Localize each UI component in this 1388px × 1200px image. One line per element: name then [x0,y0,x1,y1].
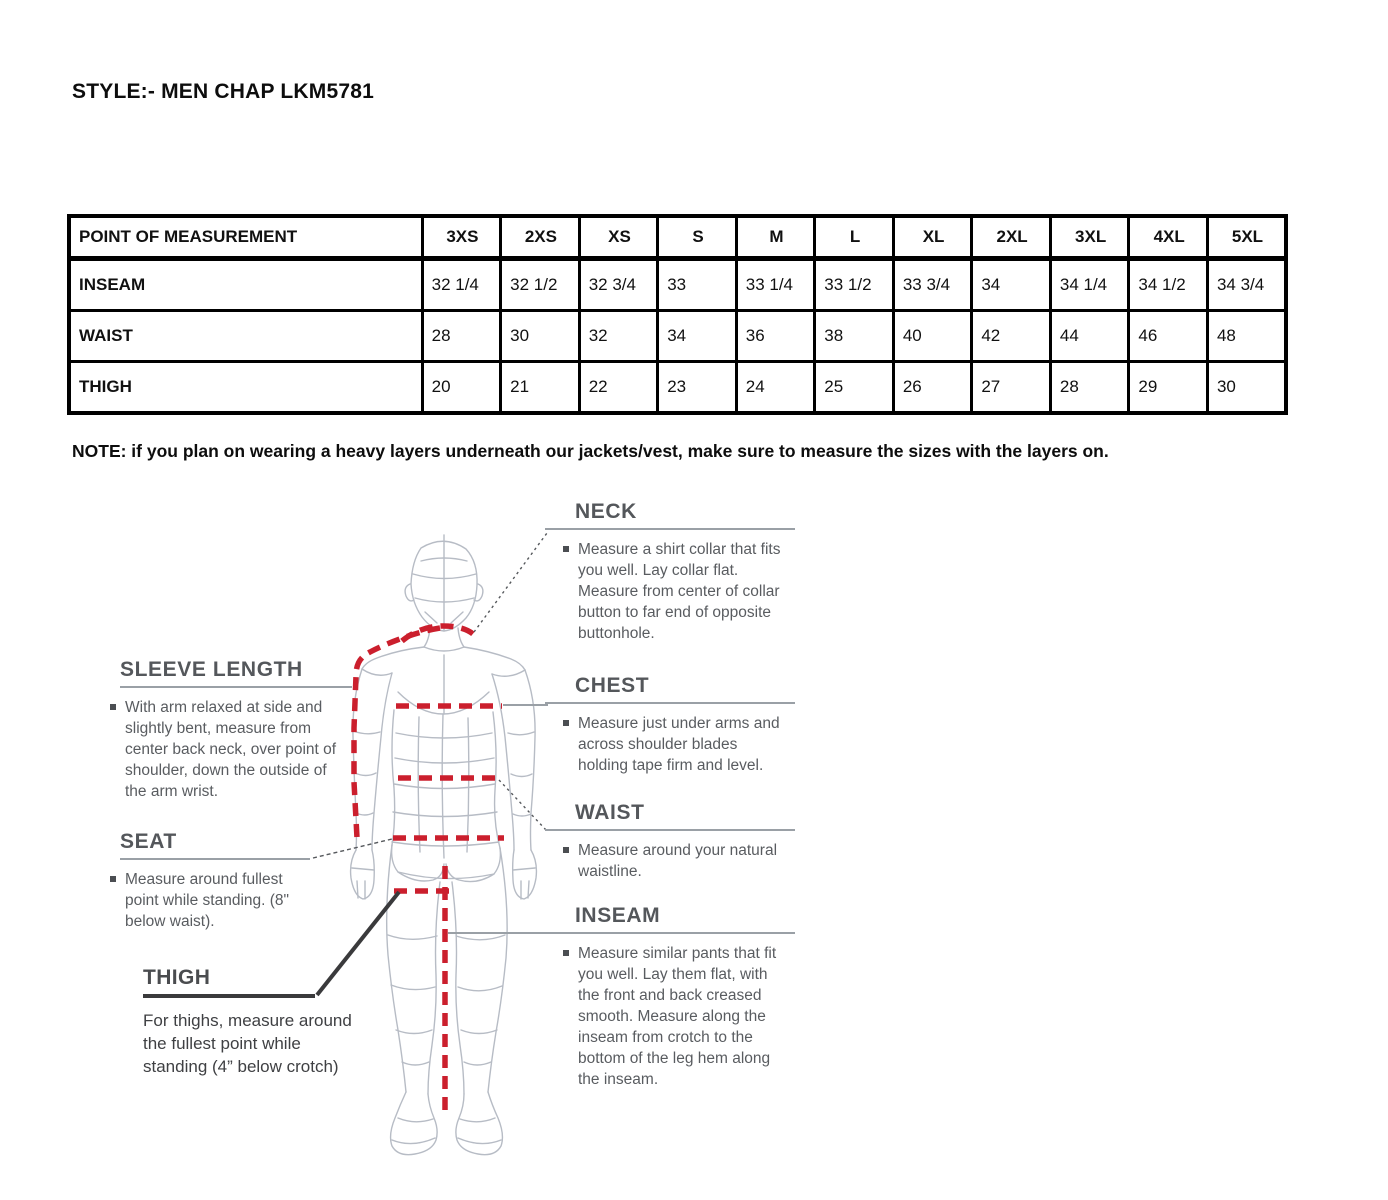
table-cell: 34 [658,311,737,362]
guide-chest [545,674,795,776]
guide-neck-desc: Measure a shirt collar that fits you well. Lay collar flat. Measure from center of collar button to far end of opposite buttonhole. [578,541,781,642]
table-cell: 28 [1050,362,1129,414]
guide-thigh [143,966,363,1078]
table-cell: 30 [1207,362,1286,414]
table-cell: 32 1/2 [501,259,580,311]
table-cell: 40 [893,311,972,362]
guide-thigh-desc: For thighs, measure around the fullest point while standing (4” below crotch) [143,1011,352,1076]
bullet-icon [563,546,569,552]
table-cell: 25 [815,362,894,414]
table-cell: 24 [736,362,815,414]
guide-inseam-title: INSEAM [545,904,795,934]
column-header: 4XL [1129,216,1208,259]
note-text: NOTE: if you plan on wearing a heavy layers underneath our jackets/vest, make sure to measure the sizes with the layers on. [72,441,1109,461]
guide-thigh-title: THIGH [143,966,315,998]
bullet-icon [563,950,569,956]
column-header: L [815,216,894,259]
column-header: 2XS [501,216,580,259]
row-label: WAIST [69,311,422,362]
guide-waist-title: WAIST [545,801,795,831]
table-cell: 32 3/4 [579,259,658,311]
table-cell: 30 [501,311,580,362]
bullet-icon [110,876,116,882]
column-header: XS [579,216,658,259]
table-cell: 34 [972,259,1051,311]
table-cell: 27 [972,362,1051,414]
bullet-icon [110,704,116,710]
guide-sleeve-length [110,658,352,802]
guide-sleeve-length-title: SLEEVE LENGTH [120,658,352,688]
guide-seat-title: SEAT [120,830,310,860]
column-header: POINT OF MEASUREMENT [69,216,422,259]
seat-leader-line [313,839,392,858]
table-cell: 38 [815,311,894,362]
column-header: XL [893,216,972,259]
guide-seat-desc: Measure around fullest point while standing. (8" below waist). [125,871,290,930]
table-cell: 22 [579,362,658,414]
guide-waist-desc: Measure around your natural waistline. [578,842,778,880]
table-cell: 33 [658,259,737,311]
bullet-icon [563,720,569,726]
table-cell: 33 1/4 [736,259,815,311]
row-label: THIGH [69,362,422,414]
table-cell: 34 1/2 [1129,259,1208,311]
bullet-icon [563,847,569,853]
table-cell: 48 [1207,311,1286,362]
table-cell: 34 3/4 [1207,259,1286,311]
table-cell: 23 [658,362,737,414]
column-header: S [658,216,737,259]
table-cell: 28 [422,311,501,362]
guide-chest-desc: Measure just under arms and across shoulder blades holding tape firm and level. [578,715,780,774]
table-cell: 32 1/4 [422,259,501,311]
table-cell: 29 [1129,362,1208,414]
waist-leader-line [499,780,546,830]
table-cell: 46 [1129,311,1208,362]
column-header: 2XL [972,216,1051,259]
guide-neck [545,500,795,644]
table-cell: 26 [893,362,972,414]
guide-inseam [545,904,795,1090]
guide-neck-title: NECK [545,500,795,530]
style-title: STYLE:- MEN CHAP LKM5781 [72,80,374,103]
neck-leader-line [474,533,547,632]
table-cell: 44 [1050,311,1129,362]
column-header: 3XS [422,216,501,259]
guide-inseam-desc: Measure similar pants that fit you well. Lay them flat, with the front and back creased smooth. Measure along the inseam from crotch to the bottom of the leg hem along the inseam. [578,945,777,1088]
table-cell: 33 3/4 [893,259,972,311]
table-cell: 42 [972,311,1051,362]
guide-sleeve-length-desc: With arm relaxed at side and slightly bent, measure from center back neck, over point of shoulder, down the outside of the arm wrist. [125,699,337,800]
table-cell: 34 1/4 [1050,259,1129,311]
table-cell: 20 [422,362,501,414]
column-header: M [736,216,815,259]
table-cell: 33 1/2 [815,259,894,311]
column-header: 5XL [1207,216,1286,259]
guide-seat [110,830,310,932]
table-cell: 36 [736,311,815,362]
row-label: INSEAM [69,259,422,311]
column-header: 3XL [1050,216,1129,259]
table-cell: 32 [579,311,658,362]
guide-waist [545,801,795,882]
guide-chest-title: CHEST [545,674,795,704]
table-cell: 21 [501,362,580,414]
